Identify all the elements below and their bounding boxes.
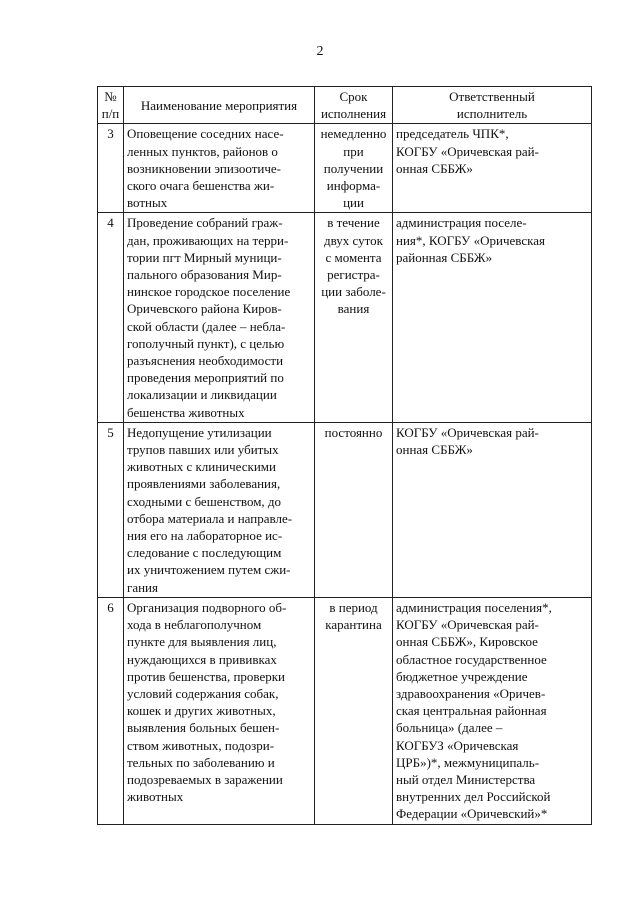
table-row (98, 422, 592, 597)
measure-name: Организация подворного об- хода в неблагополучном пункте для выявления лиц, нуждающихся в прививках против бешенства, проверки условий содержания собак, кошек и других животных, выявления больных бешен- ством животных, подозри- тельных по заболеванию и подозреваемых в заражении животных (124, 597, 315, 824)
measure-name: Недопущение утилизации трупов павших или убитых животных с клиническими проявлениями заболевания, сходными с бешенством, до отбора материала и направле- ния его на лабораторное ис- следование с последующим их уничтожением путем сжи- гания (124, 422, 315, 597)
deadline: в период карантина (315, 597, 393, 824)
header-responsible: Ответственный исполнитель (393, 87, 592, 124)
deadline: немедленно при получении информа- ции (315, 124, 393, 213)
table-row (98, 124, 592, 213)
table-row (98, 213, 592, 422)
header-measure-name: Наименование мероприятия (124, 87, 315, 124)
deadline: постоянно (315, 422, 393, 597)
row-number: 4 (98, 213, 124, 422)
responsible: председатель ЧПК*, КОГБУ «Оричевская рай- онная СББЖ» (393, 124, 592, 213)
page-number: 2 (316, 44, 324, 59)
row-number: 3 (98, 124, 124, 213)
header-number: № п/п (98, 87, 124, 124)
deadline: в течение двух суток с момента регистра- ции заболе- вания (315, 213, 393, 422)
responsible: администрация поселения*, КОГБУ «Оричевская рай- онная СББЖ», Кировское областное государственное бюджетное учреждение здравоохранения «Оричев- ская центральная районная больница» (далее – КОГБУЗ «Оричевская ЦРБ»)*, межмуниципаль- ный отдел Министерства внутренних дел Российской Федерации «Оричевский»* (393, 597, 592, 824)
table-header-row (98, 87, 592, 124)
row-number: 5 (98, 422, 124, 597)
measures-table (97, 86, 592, 825)
responsible: КОГБУ «Оричевская рай- онная СББЖ» (393, 422, 592, 597)
row-number: 6 (98, 597, 124, 824)
table-row (98, 597, 592, 824)
measure-name: Оповещение соседних насе- ленных пунктов, районов о возникновении эпизоотиче- ского очага бешенства жи- вотных (124, 124, 315, 213)
header-deadline: Срок исполнения (315, 87, 393, 124)
responsible: администрация поселе- ния*, КОГБУ «Оричевская районная СББЖ» (393, 213, 592, 422)
measure-name: Проведение собраний граж- дан, проживающих на терри- тории пгт Мирный муници- пального образования Мир- нинское городское поселение Оричевского района Киров- ской области (далее – небла- гополучный пункт), с целью разъяснения необходимости проведения мероприятий по локализации и ликвидации бешенства животных (124, 213, 315, 422)
